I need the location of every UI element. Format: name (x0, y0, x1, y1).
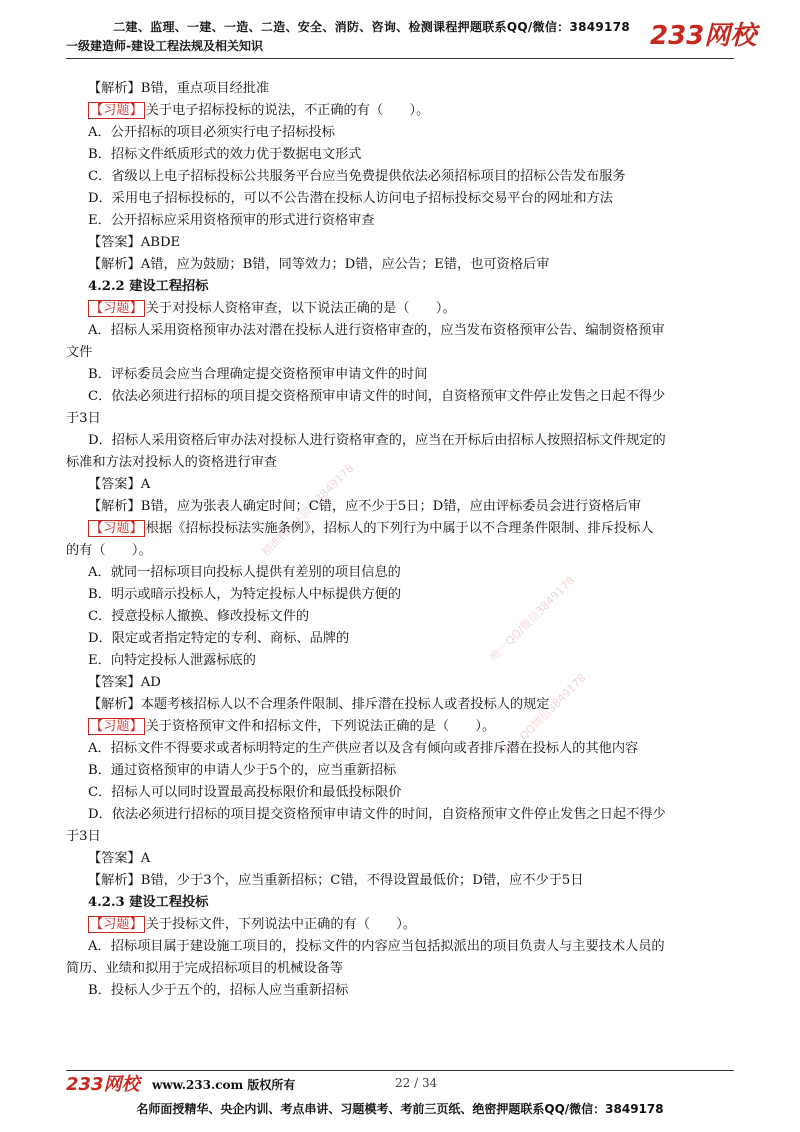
option: C．授意投标人撤换、修改投标文件的 (88, 609, 310, 624)
option: C．省级以上电子招标投标公共服务平台应当免费提供依法必须招标项目的招标公告发布服务 (88, 169, 626, 184)
exercise-tag: 【习题】 (90, 521, 143, 536)
header-rule (66, 58, 734, 59)
option: B．招标文件纸质形式的效力优于数据电文形式 (88, 147, 362, 162)
option: B．投标人少于五个的，招标人应当重新招标 (88, 983, 349, 998)
exercise-tag: 【习题】 (90, 103, 143, 118)
answer-line: 【答案】ABDE (88, 235, 181, 250)
option-continued: 标准和方法对投标人的资格进行审查 (66, 455, 277, 470)
option: B．评标委员会应当合理确定提交资格预审申请文件的时间 (88, 367, 428, 382)
option-continued: 简历、业绩和拟用于完成招标项目的机械设备等 (66, 961, 343, 976)
footer-brand-logo (66, 1072, 146, 1094)
question-stem: 【习题】 关于投标文件，下列说法中正确的有（ ）。 (90, 917, 417, 932)
option: A．招标人采用资格预审办法对潜在投标人进行资格审查的，应当发布资格预审公告、编制资格预审 (88, 323, 665, 338)
option: E．向特定投标人泄露标底的 (88, 653, 256, 668)
question-stem: 【习题】 关于资格预审文件和招标文件，下列说法正确的是（ ）。 (90, 719, 496, 734)
answer-line: 【答案】A (88, 851, 151, 866)
option: D．依法必须进行招标的项目提交资格预审申请文件的时间，自资格预审文件停止发售之日起不得少 (88, 807, 666, 822)
option: D．招标人采用资格后审办法对投标人进行资格审查的，应当在开标后由招标人按照招标文件规定的 (88, 433, 666, 448)
option: A．就同一招标项目向投标人提供有差别的项目信息的 (88, 565, 401, 580)
document-body (66, 78, 746, 1002)
section-heading: 4.2.3 建设工程投标 (88, 895, 209, 910)
option: B．通过资格预审的申请人少于5个的，应当重新招标 (88, 763, 397, 778)
option: E．公开招标应采用资格预审的形式进行资格审查 (88, 213, 375, 228)
option: D．采用电子招标投标的，可以不公告潜在投标人访问电子招标投标交易平台的网址和方法 (88, 191, 613, 206)
exercise-tag: 【习题】 (90, 917, 143, 932)
answer-line: 【答案】AD (88, 675, 161, 690)
option: C．招标人可以同时设置最高投标限价和最低投标限价 (88, 785, 402, 800)
page-number: 22 / 34 (395, 1076, 438, 1090)
header-ad-text: 二建、监理、一建、一造、二造、安全、消防、咨询、检测课程押题联系QQ/微信：3849178 (113, 20, 630, 34)
question-stem-continued: 的有（ ）。 (66, 543, 152, 558)
answer-line: 【答案】A (88, 477, 151, 492)
question-stem: 【习题】 关于电子招标投标的说法，不正确的有（ ）。 (90, 103, 430, 118)
footer-site-text: www.233.com 版权所有 (152, 1078, 296, 1092)
question-stem: 【习题】 关于对投标人资格审查，以下说法正确的是（ ）。 (90, 301, 456, 316)
option: A．公开招标的项目必须实行电子招标投标 (88, 125, 335, 140)
analysis-line: 【解析】A错，应为鼓励；B错，同等效力；D错，应公告；E错，也可资格后审 (88, 257, 550, 272)
watermark: 精准押题+微信3849178 (259, 461, 357, 559)
footer-ad-text: 名师面授精华、央企内训、考点串讲、习题模考、考前三页纸、绝密押题联系QQ/微信：3849178 (136, 1102, 664, 1116)
footer-logo-text: 233网校 (66, 1074, 140, 1095)
exercise-tag: 【习题】 (90, 719, 143, 734)
option: D．限定或者指定特定的专利、商标、品牌的 (88, 631, 350, 646)
question-stem: 【习题】 根据《招标投标法实施条例》，招标人的下列行为中属于以不合理条件限制、排斥投标人 (90, 521, 654, 536)
watermark: 唯一QQ/微信3849178 (487, 573, 578, 664)
section-heading: 4.2.2 建设工程招标 (88, 279, 209, 294)
option-continued: 于3日 (66, 829, 101, 844)
analysis-line: 【解析】B错，应为张表人确定时间；C错，应不少于5日；D错，应由评标委员会进行资格后审 (88, 499, 642, 514)
exercise-tag: 【习题】 (90, 301, 143, 316)
footer-rule (66, 1070, 734, 1071)
option-continued: 文件 (66, 345, 93, 360)
brand-logo (650, 18, 757, 52)
document-subtitle: 一级建造师-建设工程法规及相关知识 (66, 39, 263, 53)
option: C．依法必须进行招标的项目提交资格预审申请文件的时间，自资格预审文件停止发售之日起不得少 (88, 389, 666, 404)
analysis-line: 【解析】本题考核招标人以不合理条件限制、排斥潜在投标人或者投标人的规定 (88, 697, 550, 712)
watermark: 唯一QQ微信3849178 (501, 671, 589, 759)
option: B．明示或暗示投标人，为特定投标人中标提供方便的 (88, 587, 402, 602)
analysis-line: 【解析】B错，少于3个，应当重新招标；C错，不得设置最低价；D错，应不少于5日 (88, 873, 584, 888)
analysis-line: 【解析】B错，重点项目经批准 (88, 81, 270, 96)
option: A．招标项目属于建设施工项目的，投标文件的内容应当包括拟派出的项目负责人与主要技术人员的 (88, 939, 665, 954)
option: A．招标文件不得要求或者标明特定的生产供应者以及含有倾向或者排斥潜在投标人的其他内容 (88, 741, 639, 756)
brand-logo-text: 233网校 (650, 21, 757, 51)
option-continued: 于3日 (66, 411, 101, 426)
